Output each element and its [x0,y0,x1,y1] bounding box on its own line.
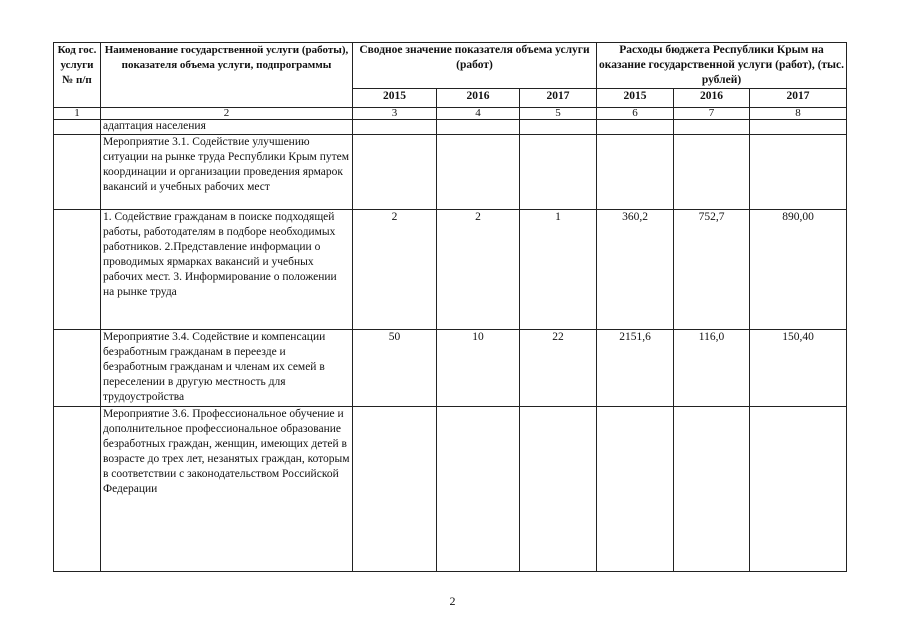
header-volume-year: 2015 [353,89,437,108]
row-code [54,135,101,210]
table-row [54,135,847,210]
budget-2016-cell [674,120,750,135]
column-number: 5 [520,108,597,120]
header-volume-year: 2017 [520,89,597,108]
column-number: 7 [674,108,750,120]
volume-2017-cell: 1 [520,210,597,330]
header-volume-group: Сводное значение показателя объема услуги (работ) [353,43,597,89]
budget-2016-cell: 752,7 [674,210,750,330]
table-row [54,407,847,572]
row-name: Мероприятие 3.4. Содействие и компенсации безработным гражданам в переезде и безработным гражданам и членам их семей в переселении в другую местность для трудоустройства [101,330,353,407]
page-number: 2 [449,594,456,608]
table-row [54,210,847,330]
column-number: 3 [353,108,437,120]
budget-2016-cell [674,135,750,210]
volume-2016-cell [437,120,520,135]
header-code: Код гос. услуги № п/п [54,43,101,108]
row-code [54,120,101,135]
row-name: Мероприятие 3.1. Содействие улучшению ситуации на рынке труда Республики Крым путем координации и организации проведения ярмарок вакансий и учебных рабочих мест [101,135,353,210]
budget-2015-cell: 2151,6 [597,330,674,407]
volume-2017-cell [520,120,597,135]
header-name: Наименование государственной услуги (работы), показателя объема услуги, подпрограммы [101,43,353,108]
budget-2016-cell: 116,0 [674,330,750,407]
volume-2017-cell [520,135,597,210]
header-volume-year: 2016 [437,89,520,108]
header-row-top [54,43,847,89]
row-code [54,407,101,572]
column-number: 6 [597,108,674,120]
volume-2016-cell [437,407,520,572]
column-number-row [54,108,847,120]
budget-2015-cell [597,120,674,135]
volume-2017-cell [520,407,597,572]
row-code [54,210,101,330]
budget-2015-cell: 360,2 [597,210,674,330]
budget-2016-cell [674,407,750,572]
budget-2017-cell: 890,00 [750,210,847,330]
volume-2016-cell: 10 [437,330,520,407]
row-code [54,330,101,407]
budget-table [53,42,847,572]
column-number: 4 [437,108,520,120]
volume-2016-cell: 2 [437,210,520,330]
column-number: 2 [101,108,353,120]
budget-2017-cell [750,120,847,135]
budget-2015-cell [597,135,674,210]
volume-2015-cell [353,407,437,572]
budget-2017-cell [750,407,847,572]
row-name: 1. Содействие гражданам в поиске подходящей работы, работодателям в подборе необходимых работников. 2.Представление информации о проводимых ярмарках вакансий и учебных рабочих мест. 3. Информирование о положении на рынке труда [101,210,353,330]
column-number: 8 [750,108,847,120]
volume-2015-cell [353,120,437,135]
volume-2015-cell [353,135,437,210]
volume-2016-cell [437,135,520,210]
column-number: 1 [54,108,101,120]
header-budget-year: 2016 [674,89,750,108]
volume-2015-cell: 2 [353,210,437,330]
table-row [54,330,847,407]
table-row [54,120,847,135]
header-budget-year: 2017 [750,89,847,108]
row-name: Мероприятие 3.6. Профессиональное обучение и дополнительное профессиональное образование безработных граждан, женщин, имеющих детей в возрасте до трех лет, незанятых граждан, которым в соответствии с законодательством Российской Федерации [101,407,353,572]
volume-2015-cell: 50 [353,330,437,407]
volume-2017-cell: 22 [520,330,597,407]
header-budget-group: Расходы бюджета Республики Крым на оказание государственной услуги (работ), (тыс. рублей) [597,43,847,89]
budget-2017-cell: 150,40 [750,330,847,407]
budget-2017-cell [750,135,847,210]
header-budget-year: 2015 [597,89,674,108]
row-name: адаптация населения [101,120,353,135]
budget-2015-cell [597,407,674,572]
